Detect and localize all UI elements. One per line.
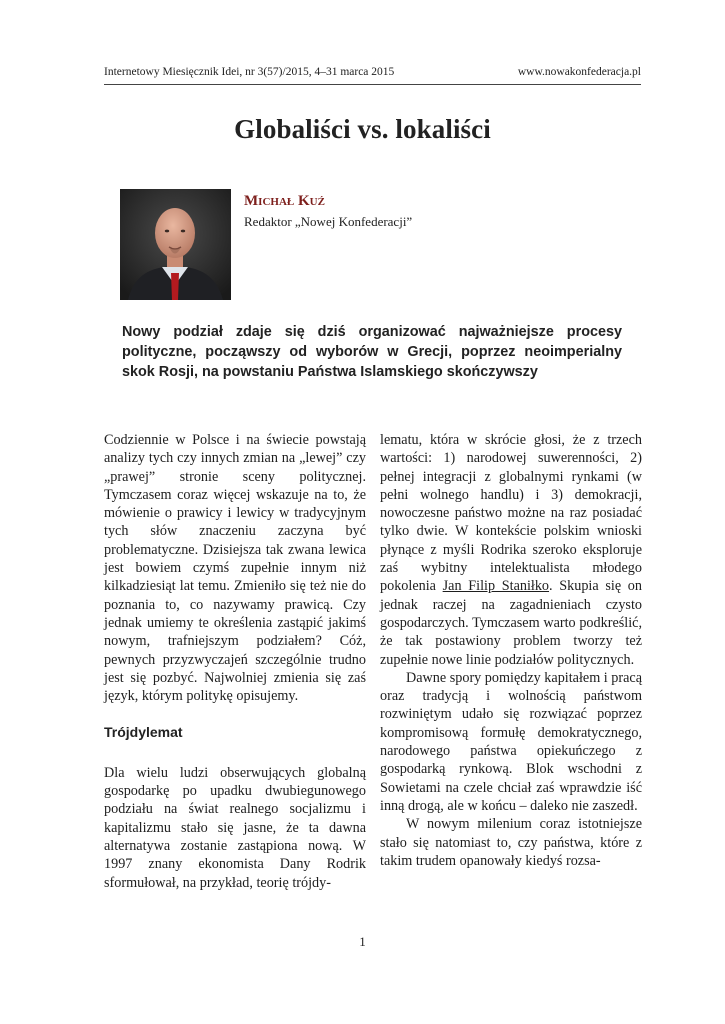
author-name: Michał Kuź [244,193,325,209]
author-photo [120,189,231,300]
header-divider [104,84,641,85]
body-paragraph: W nowym milenium coraz istotniejsze stało się natomiast to, czy państwa, które z takim trudem opanowały kiedyś rozsa- [380,816,642,869]
body-paragraph: Dawne spory pomiędzy kapitałem i pracą oraz tradycją i wolnością państwom rozwiniętym udało się rozwiązać poprzez kompromisową formułę demokratycznego, narodowego państwa opiekuńczego z gospodarką rynkową. Blok wschodni z Sowietami na czele chciał zaś wprawdzie iść inną drogą, ale w końcu – daleko nie zaszedł. [380,669,642,814]
author-link[interactable]: Jan Filip Staniłko [442,578,550,595]
journal-issue-header: Internetowy Miesięcznik Idei, nr 3(57)/2015, 4–31 marca 2015 [104,66,395,78]
page-number: 1 [359,934,366,949]
left-column [104,431,366,892]
article-lead: Nowy podział zdaje się dziś organizować najważniejsze procesy polityczne, począwszy od wyborów w Grecji, poprzez neoimperialny skok Rosji, na powstaniu Państwa Islamskiego skończywszy [122,324,622,380]
article-title: Globaliści vs. lokaliści [234,114,491,144]
paragraph-text: . Skupia się on jednak raczej na zagadnieniach czysto gospodarczych. Tymczasem warto podkreślić, że tak postawiony problem tworzy też zupełnie nowe linie podziałów politycznych. [380,578,642,668]
body-paragraph [380,431,642,669]
right-column [380,431,642,870]
author-role: Redaktor „Nowej Konfederacji” [244,214,413,229]
body-paragraph: Codziennie w Polsce i na świecie powstają analizy tych czy innych zmian na „lewej” czy „prawej” stronie sceny politycznej. Tymczasem coraz więcej wskazuje na to, że mówienie o prawicy i lewicy w tradycyjnym tych słów znaczeniu zaczyna być problematyczne. Dzisiejsza tak zwana lewica jest bowiem czymś zupełnie innym niż kilkadziesiąt lat temu. Zmieniło się też nie do poznania to, co nazywamy prawicą. Czy jednak umiemy te określenia zastąpić jakimś nowym, trafniejszym podziałem? Cóż, pewnych przyzwyczajeń szczególnie trudno jest się pozbyć. Najwolniej zmienia się zaś język, którym politykę opisujemy. [104,432,366,705]
website-url[interactable]: www.nowakonfederacja.pl [517,66,641,78]
body-paragraph: Dla wielu ludzi obserwujących globalną gospodarkę po upadku dwubiegunowego podziału na świat realnego socjalizmu i kapitalizmu stało się jasne, że ta dawna alternatywa zostanie zastąpiona nową. W 1997 znany ekonomista Dany Rodrik sformułował, na przykład, teorię trójdy- [104,764,366,891]
section-heading: Trójdylemat [104,724,183,741]
paragraph-text: lematu, która w skrócie głosi, że z trzech wartości: 1) narodowej suwerenności, 2) pełnej integracji z globalnymi rynkami (w pełni wolnego handlu) i 3) demokracji, nowoczesne państwo możne na raz posiadać tylko dwie. W kontekście polskim wnioski płynące z myśli Rodrika szeroko eksploruje zaś wybitny intelektualista młodego pokolenia [380,432,642,595]
